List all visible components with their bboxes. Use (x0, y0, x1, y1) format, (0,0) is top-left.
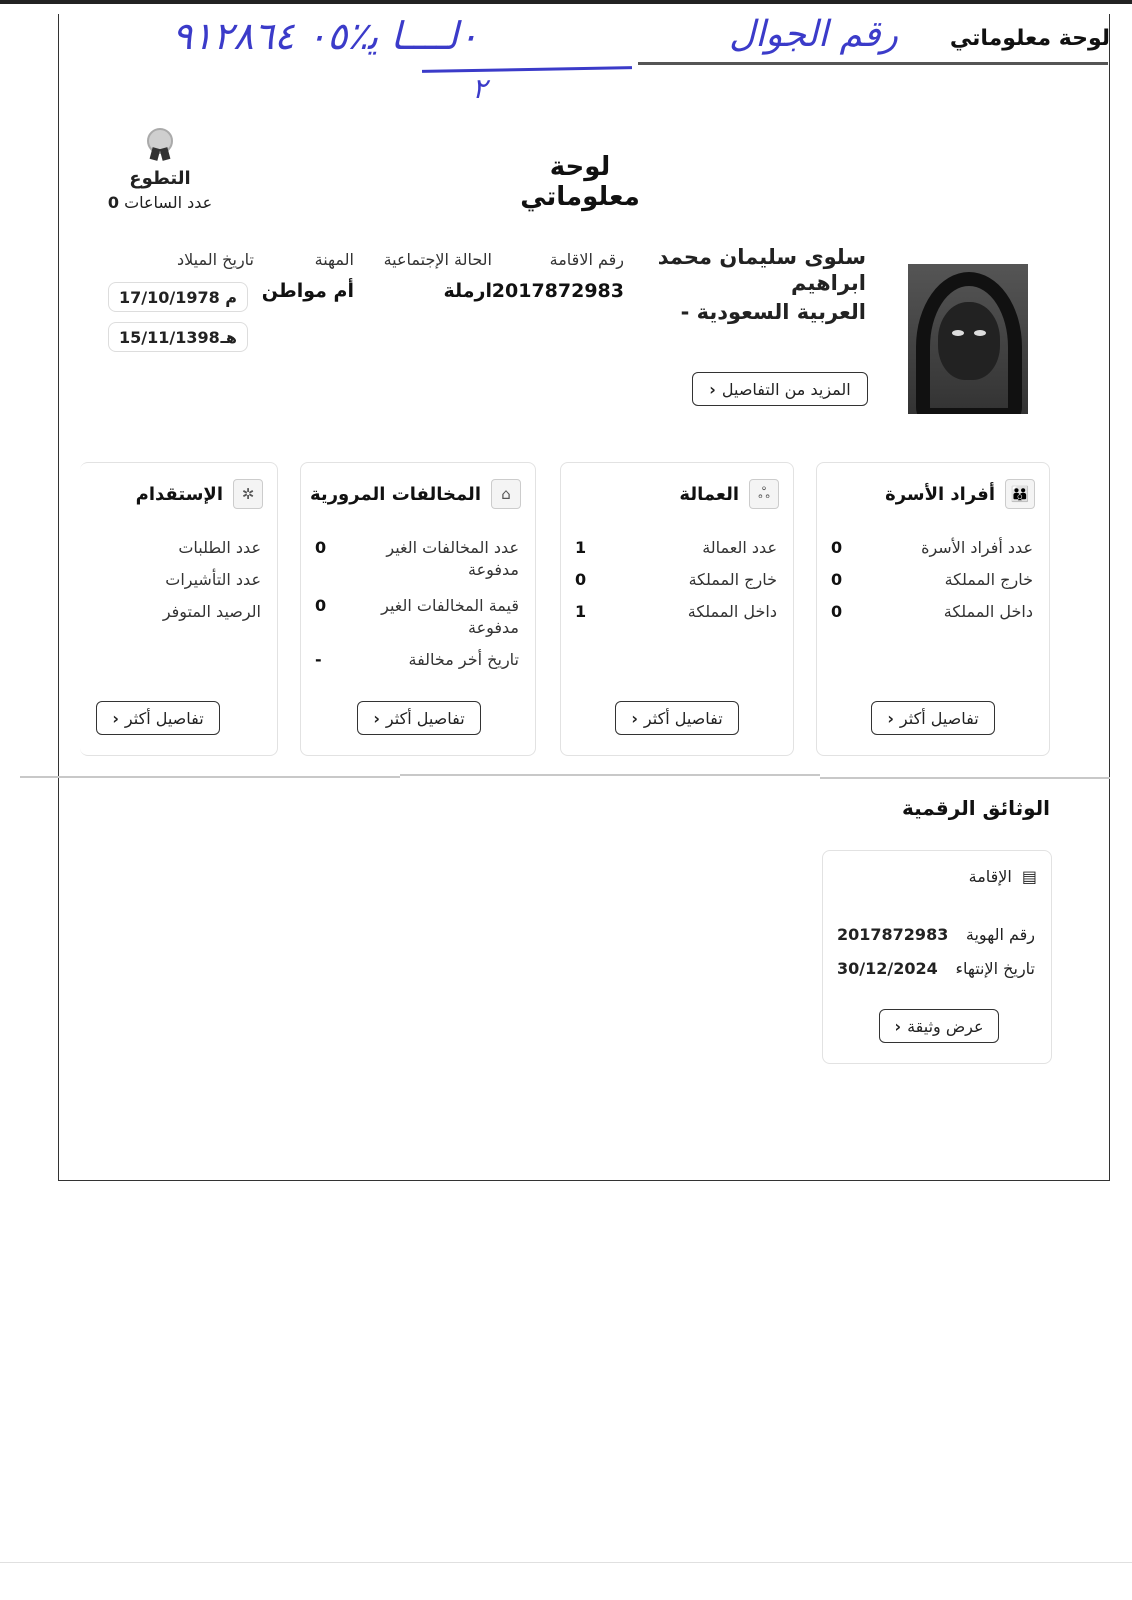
chevron-left-icon: ‹ (894, 1016, 902, 1036)
page-top-border (0, 0, 1132, 4)
profile-name: سلوى سليمان محمد ابراهيم (657, 245, 866, 295)
violations-card-title: المخالفات المرورية (310, 483, 481, 505)
alarm-icon: ⌂ (491, 479, 521, 509)
recruitment-card (80, 462, 278, 756)
top-page-title: لوحة معلوماتي (949, 26, 1110, 51)
recruitment-row-balance: الرصيد المتوفر (162, 602, 261, 621)
volunteer-hours (90, 193, 230, 212)
labor-row-total: عدد العمالة 1 (575, 538, 777, 557)
marital-status-label: الحالة الإجتماعية (383, 250, 492, 269)
more-details-label: المزيد من التفاصيل (721, 379, 851, 399)
profile-photo (908, 264, 1028, 414)
hijri-suffix: هـ (220, 327, 237, 347)
iqama-expiry-row: تاريخ الإنتهاء 30/12/2024 (837, 959, 1035, 978)
volunteer-widget[interactable] (90, 128, 230, 212)
birth-date-hijri (108, 322, 248, 352)
family-card (816, 462, 1050, 756)
workers-icon: ஃ (749, 479, 779, 509)
job-label: المهنة (314, 250, 354, 269)
volunteer-hours-value: 0 (107, 193, 119, 212)
id-card-icon: ▤ (1021, 867, 1037, 886)
chevron-left-icon: ‹ (373, 708, 380, 728)
gregorian-date: 17/10/1978 (119, 287, 220, 307)
family-row-inside: داخل المملكة 0 (831, 602, 1033, 621)
labor-details-button[interactable]: تفاصيل أكثر ‹ (615, 701, 739, 735)
family-icon: 👪 (1005, 479, 1035, 509)
iqama-document-card (822, 850, 1052, 1064)
labor-card-title: العمالة (679, 483, 739, 505)
violations-row-last-date: تاريخ أخر مخالفة - (315, 650, 519, 669)
recruitment-card-title: الإستقدام (135, 483, 223, 505)
hijri-date: 15/11/1398 (119, 327, 220, 347)
more-details-button[interactable] (692, 372, 868, 406)
violations-row-count: عدد المخالفات الغير مدفوعة 0 (315, 538, 519, 579)
marital-status-value: ارملة (443, 280, 492, 302)
gregorian-suffix: م (225, 287, 237, 307)
chevron-left-icon: ‹ (887, 708, 894, 728)
iqama-number-value: 2017872983 (491, 280, 624, 302)
chevron-left-icon: ‹ (709, 379, 716, 399)
page-bottom-edge (0, 1562, 1132, 1563)
dashboard-title: لوحة معلوماتي (520, 152, 640, 212)
volunteer-label: التطوع (129, 168, 191, 189)
handshake-icon: ✲ (233, 479, 263, 509)
handwritten-subscript: ٢ (472, 72, 488, 105)
traffic-violations-card (300, 462, 536, 756)
violations-details-button[interactable]: تفاصيل أكثر ‹ (357, 701, 481, 735)
birth-date-label: تاريخ الميلاد (177, 250, 254, 269)
profile-nationality: العربية السعودية - (680, 300, 866, 324)
violations-row-amount: قيمة المخالفات الغير مدفوعة 0 (315, 596, 519, 637)
handwritten-underline (422, 66, 632, 73)
recruitment-row-visas: عدد التأشيرات (165, 570, 261, 589)
job-value: أم مواطن (261, 280, 354, 302)
family-row-outside: خارج المملكة 0 (831, 570, 1033, 589)
iqama-number-label: رقم الاقامة (549, 250, 624, 269)
family-row-total: عدد أفراد الأسرة 0 (831, 538, 1033, 557)
iqama-card-title: الإقامة (968, 867, 1012, 886)
handwritten-number-text: ٠ﻟــــﺎ ﻳ٪٠٥ ٩١٢٨٦٤ (172, 14, 479, 58)
iqama-id-row: رقم الهوية 2017872983 (837, 925, 1035, 944)
labor-row-inside: داخل المملكة 1 (575, 602, 777, 621)
handwritten-phone-label: رقم الجوال (729, 14, 898, 55)
handwritten-phone-number (172, 14, 642, 106)
recruitment-row-requests: عدد الطلبات (178, 538, 261, 557)
paper-fold-crease (0, 772, 1110, 782)
family-card-title: أفراد الأسرة (885, 483, 995, 505)
family-details-button[interactable]: تفاصيل أكثر ‹ (871, 701, 995, 735)
labor-row-outside: خارج المملكة 0 (575, 570, 777, 589)
digital-documents-title: الوثائق الرقمية (901, 796, 1050, 820)
chevron-left-icon: ‹ (631, 708, 638, 728)
birth-date-gregorian (108, 282, 248, 312)
labor-card (560, 462, 794, 756)
recruitment-details-button[interactable]: تفاصيل أكثر ‹ (96, 701, 220, 735)
chevron-left-icon: ‹ (112, 708, 119, 728)
volunteer-hours-label: عدد الساعات (124, 193, 213, 212)
view-document-button[interactable]: عرض وثيقة ‹ (879, 1009, 999, 1043)
medal-icon (147, 128, 173, 162)
